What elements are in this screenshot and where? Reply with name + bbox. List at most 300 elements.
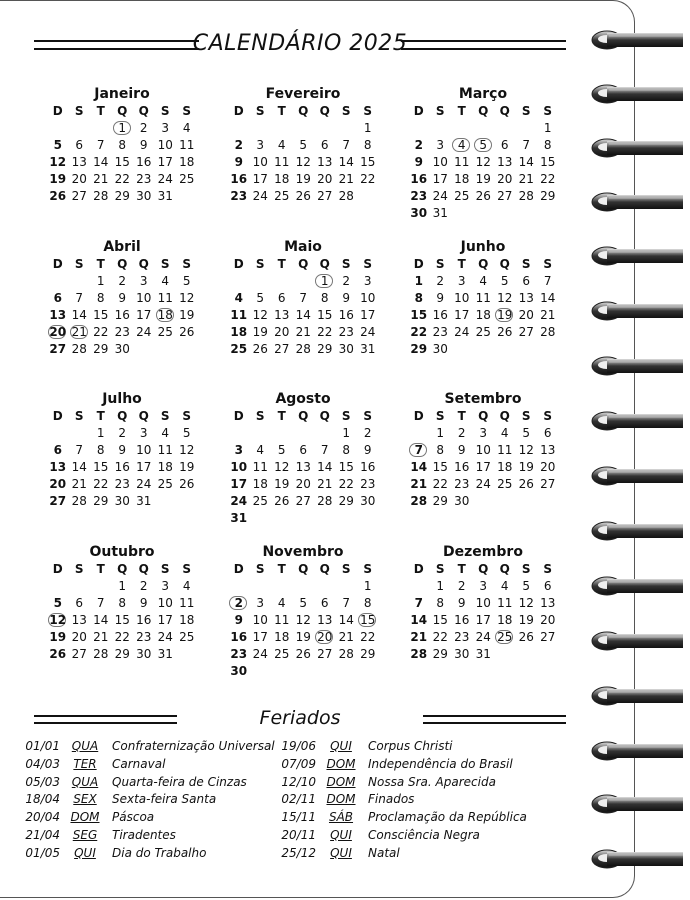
holiday-name: Confraternização Universal [112,739,275,753]
holiday-date: 19/06 [281,739,316,753]
day-cell: 27 [540,630,556,644]
day-cell: 22 [410,325,428,339]
day-cell: 20 [274,325,290,339]
empty-cell [228,425,250,442]
day-cell: 20 [317,172,333,186]
weekday-header: S [255,257,265,271]
day-cell: 28 [410,647,428,661]
spiral-ring [585,407,685,435]
day-cell: 17 [475,460,491,474]
weekday-header: S [74,257,84,271]
day-cell: 15 [317,308,333,322]
day-cell: 23 [114,477,130,491]
weekday-header: T [96,257,105,271]
day-cell: 15 [357,612,379,629]
day-cell: 3 [479,426,488,440]
day-cell: 2 [234,138,243,152]
day-cell: 28 [518,189,534,203]
empty-cell [408,578,430,595]
day-cell: 16 [136,155,152,169]
day-cell: 27 [274,342,290,356]
weekday-header: Q [298,104,309,118]
day-cell: 9 [234,155,243,169]
day-cell: 19 [518,460,534,474]
day-cell: 8 [118,138,127,152]
day-cell: 9 [436,291,445,305]
day-cell: 21 [93,172,109,186]
day-cell: 8 [436,596,445,610]
weekday-header: S [74,104,84,118]
holiday-weekday: DOM [326,756,356,771]
day-cell: 2 [414,138,423,152]
holiday-weekday: QUA [71,739,99,753]
day-cell: 3 [256,596,265,610]
day-cell: 6 [75,138,84,152]
day-cell: 10 [157,138,173,152]
day-cell: 24 [136,325,152,339]
day-cell: 1 [314,273,336,290]
spiral-ring [585,572,685,600]
holiday-date: 01/05 [25,845,60,860]
month-name: Outubro [89,544,155,560]
day-cell: 4 [161,426,170,440]
holiday-name: Natal [368,845,400,860]
day-cell: 12 [497,291,513,305]
holiday-name: Finados [368,792,415,807]
day-cell: 13 [295,460,311,474]
day-cell: 29 [93,342,109,356]
weekday-header: Q [499,409,510,423]
day-cell: 28 [410,494,428,508]
day-cell: 13 [317,613,333,627]
day-cell: 25 [475,325,491,339]
weekday-header: Q [298,409,309,423]
day-cell: 18 [230,325,248,339]
day-cell: 14 [410,460,428,474]
day-cell: 16 [114,308,130,322]
weekday-header: Q [319,409,330,423]
day-cell: 10 [230,460,248,474]
day-cell: 28 [93,189,109,203]
weekday-header: S [341,257,351,271]
month-grid [228,103,378,205]
day-cell: 27 [71,189,87,203]
empty-cell [250,120,272,137]
day-cell: 19 [518,613,534,627]
empty-cell [228,120,250,137]
day-cell: 4 [479,274,488,288]
weekday-header: S [435,257,445,271]
day-cell: 13 [71,613,87,627]
day-cell: 2 [363,426,372,440]
spiral-ring [585,297,685,325]
empty-cell [516,120,538,137]
day-cell: 4 [234,291,243,305]
empty-cell [271,273,293,290]
day-cell: 18 [274,630,290,644]
empty-cell [250,273,272,290]
day-cell: 23 [114,325,130,339]
day-cell: 21 [410,477,428,491]
weekday-header: S [160,104,170,118]
day-cell: 4 [500,579,509,593]
day-cell: 9 [139,596,148,610]
day-cell: 11 [157,443,173,457]
day-cell: 24 [432,189,448,203]
day-cell: 11 [497,596,513,610]
empty-cell [408,425,430,442]
day-cell: 1 [543,121,552,135]
day-cell: 5 [53,138,62,152]
empty-cell [293,425,315,442]
day-cell: 26 [518,630,534,644]
day-cell: 22 [540,172,556,186]
holidays-list-left [24,738,275,863]
weekday-header: D [233,257,244,271]
day-cell: 15 [114,613,130,627]
day-cell: 17 [360,308,376,322]
day-cell: 30 [432,342,448,356]
holiday-row [24,738,275,756]
day-cell: 10 [454,291,470,305]
empty-cell [250,425,272,442]
day-cell: 26 [497,325,513,339]
day-cell: 27 [540,477,556,491]
weekday-header: S [182,409,192,423]
day-cell: 18 [475,308,491,322]
weekday-header: S [182,257,192,271]
empty-cell [69,578,91,595]
day-cell: 25 [230,342,248,356]
holiday-name: Dia do Trabalho [112,845,207,860]
day-cell: 9 [363,443,372,457]
holiday-date: 04/03 [25,756,60,771]
day-cell: 16 [136,613,152,627]
spiral-ring [585,188,685,216]
empty-cell [250,578,272,595]
day-cell: 23 [230,189,248,203]
day-cell: 5 [53,596,62,610]
weekday-header: D [52,409,63,423]
empty-cell [314,120,336,137]
day-cell: 8 [363,596,372,610]
day-cell: 10 [475,596,491,610]
day-cell: 10 [475,443,491,457]
spiral-ring [585,737,685,765]
weekday-header: D [52,104,63,118]
day-cell: 16 [432,308,448,322]
day-cell: 18 [274,172,290,186]
day-cell: 1 [118,579,127,593]
day-cell: 4 [256,443,265,457]
spiral-ring [585,462,685,490]
day-cell: 29 [114,189,130,203]
day-cell: 5 [182,426,191,440]
empty-cell [47,120,69,137]
day-cell: 21 [518,172,534,186]
holiday-row [280,756,527,774]
day-cell: 17 [157,613,173,627]
day-cell: 14 [410,613,428,627]
day-cell: 29 [317,342,333,356]
day-cell: 23 [360,477,376,491]
weekday-header: Q [117,257,128,271]
day-cell: 6 [53,291,62,305]
day-cell: 1 [363,579,372,593]
day-cell: 22 [432,630,448,644]
day-cell: 24 [360,325,376,339]
day-cell: 24 [475,630,491,644]
weekday-header: S [521,104,531,118]
month-grid [47,408,197,510]
day-cell: 25 [179,172,195,186]
day-cell: 19 [179,460,195,474]
day-cell: 30 [230,664,248,678]
day-cell: 19 [274,477,290,491]
day-cell: 7 [299,291,308,305]
weekday-header: Q [138,409,149,423]
weekday-header: T [96,562,105,576]
day-cell: 1 [363,121,372,135]
holiday-row [280,791,527,809]
day-cell: 11 [252,460,268,474]
weekday-header: S [182,104,192,118]
day-cell: 1 [96,274,105,288]
weekday-header: Q [117,562,128,576]
day-cell: 12 [274,460,290,474]
day-cell: 10 [136,291,152,305]
day-cell: 13 [317,155,333,169]
day-cell: 7 [543,274,552,288]
day-cell: 18 [179,613,195,627]
weekday-header: D [52,257,63,271]
empty-cell [293,578,315,595]
spiral-ring [585,352,685,380]
weekday-header: T [96,409,105,423]
day-cell: 16 [230,172,248,186]
day-cell: 6 [320,596,329,610]
day-cell: 24 [157,630,173,644]
holiday-weekday: QUI [74,845,96,860]
holiday-date: 12/10 [281,774,316,789]
holiday-date: 25/12 [281,845,316,860]
month-junho [408,238,558,358]
day-cell: 10 [252,155,268,169]
day-cell: 3 [363,274,372,288]
day-cell: 15 [114,155,130,169]
month-grid [47,103,197,205]
holiday-weekday: DOM [326,792,356,807]
day-cell: 22 [93,477,109,491]
weekday-header: D [233,104,244,118]
day-cell: 5 [473,137,495,154]
day-cell: 27 [71,647,87,661]
day-cell: 3 [161,579,170,593]
day-cell: 3 [161,121,170,135]
empty-cell [69,120,91,137]
empty-cell [336,578,358,595]
day-cell: 17 [136,460,152,474]
day-cell: 26 [295,189,311,203]
holiday-name: Independência do Brasil [368,756,513,771]
day-cell: 31 [475,647,491,661]
day-cell: 25 [494,629,516,646]
day-cell: 20 [71,172,87,186]
holidays-rule-right [423,715,566,724]
day-cell: 4 [277,138,286,152]
day-cell: 2 [457,579,466,593]
month-grid [228,408,378,527]
day-cell: 26 [475,189,491,203]
day-cell: 29 [410,342,428,356]
weekday-header: S [363,409,373,423]
day-cell: 13 [274,308,290,322]
day-cell: 23 [454,630,470,644]
page-title: CALENDÁRIO 2025 [192,31,408,56]
month-maio [228,238,378,358]
holiday-weekday: SEG [72,827,98,842]
day-cell: 23 [230,647,248,661]
day-cell: 28 [93,647,109,661]
month-name: Janeiro [94,86,150,102]
empty-cell [451,120,473,137]
month-name: Setembro [444,391,522,407]
day-cell: 1 [436,426,445,440]
day-cell: 29 [338,494,354,508]
day-cell: 6 [320,138,329,152]
weekday-header: S [341,409,351,423]
weekday-header: S [521,409,531,423]
day-cell: 6 [543,426,552,440]
title-row [34,31,566,61]
day-cell: 28 [71,494,87,508]
day-cell: 6 [500,138,509,152]
holiday-date: 01/01 [25,739,60,753]
day-cell: 15 [432,460,448,474]
holiday-date: 20/04 [25,810,60,825]
day-cell: 18 [497,460,513,474]
day-cell: 20 [540,460,556,474]
day-cell: 21 [317,477,333,491]
day-cell: 5 [256,291,265,305]
holiday-date: 20/11 [281,827,316,842]
month-name: Agosto [275,391,331,407]
day-cell: 14 [338,155,354,169]
weekday-header: S [521,257,531,271]
holiday-row [24,756,275,774]
day-cell: 21 [540,308,556,322]
day-cell: 20 [518,308,534,322]
day-cell: 11 [157,291,173,305]
month-outubro [47,543,197,663]
holiday-row [24,845,275,863]
day-cell: 5 [182,274,191,288]
weekday-header: Q [298,257,309,271]
day-cell: 29 [432,647,448,661]
day-cell: 23 [136,630,152,644]
day-cell: 7 [522,138,531,152]
day-cell: 11 [179,138,195,152]
holiday-row [24,774,275,792]
day-cell: 1 [112,120,134,137]
day-cell: 4 [451,137,473,154]
day-cell: 9 [342,291,351,305]
holiday-weekday: SÁB [328,810,354,825]
day-cell: 6 [543,579,552,593]
day-cell: 5 [299,138,308,152]
day-cell: 11 [230,308,248,322]
day-cell: 16 [454,613,470,627]
day-cell: 29 [93,494,109,508]
day-cell: 4 [182,121,191,135]
day-cell: 18 [155,307,177,324]
day-cell: 8 [118,596,127,610]
day-cell: 9 [139,138,148,152]
weekday-header: S [543,104,553,118]
day-cell: 2 [457,426,466,440]
day-cell: 20 [71,630,87,644]
day-cell: 21 [71,477,87,491]
day-cell: 20 [497,172,513,186]
day-cell: 23 [338,325,354,339]
day-cell: 3 [479,579,488,593]
day-cell: 21 [93,630,109,644]
empty-cell [271,425,293,442]
day-cell: 22 [114,630,130,644]
day-cell: 16 [454,460,470,474]
day-cell: 31 [157,647,173,661]
empty-cell [314,425,336,442]
weekday-header: Q [138,104,149,118]
day-cell: 24 [252,647,268,661]
day-cell: 15 [93,460,109,474]
day-cell: 6 [75,596,84,610]
day-cell: 7 [75,443,84,457]
weekday-header: S [543,257,553,271]
weekday-header: S [363,104,373,118]
holiday-row [24,809,275,827]
day-cell: 22 [317,325,333,339]
month-name: Março [458,86,508,102]
weekday-header: S [160,409,170,423]
empty-cell [69,425,91,442]
holiday-name: Carnaval [112,756,166,771]
weekday-header: Q [319,104,330,118]
day-cell: 28 [317,494,333,508]
day-cell: 23 [136,172,152,186]
holiday-weekday: QUI [330,827,352,842]
day-cell: 20 [314,629,336,646]
day-cell: 24 [230,494,248,508]
day-cell: 3 [234,443,243,457]
day-cell: 18 [179,155,195,169]
day-cell: 2 [342,274,351,288]
holiday-row [280,845,527,863]
weekday-header: D [413,257,424,271]
day-cell: 30 [454,647,470,661]
day-cell: 11 [274,613,290,627]
day-cell: 7 [320,443,329,457]
spiral-ring [585,682,685,710]
day-cell: 6 [277,291,286,305]
day-cell: 30 [136,647,152,661]
holiday-row [280,827,527,845]
weekday-header: S [363,562,373,576]
spiral-ring [585,80,685,108]
day-cell: 7 [342,138,351,152]
day-cell: 19 [295,630,311,644]
weekday-header: Q [117,104,128,118]
